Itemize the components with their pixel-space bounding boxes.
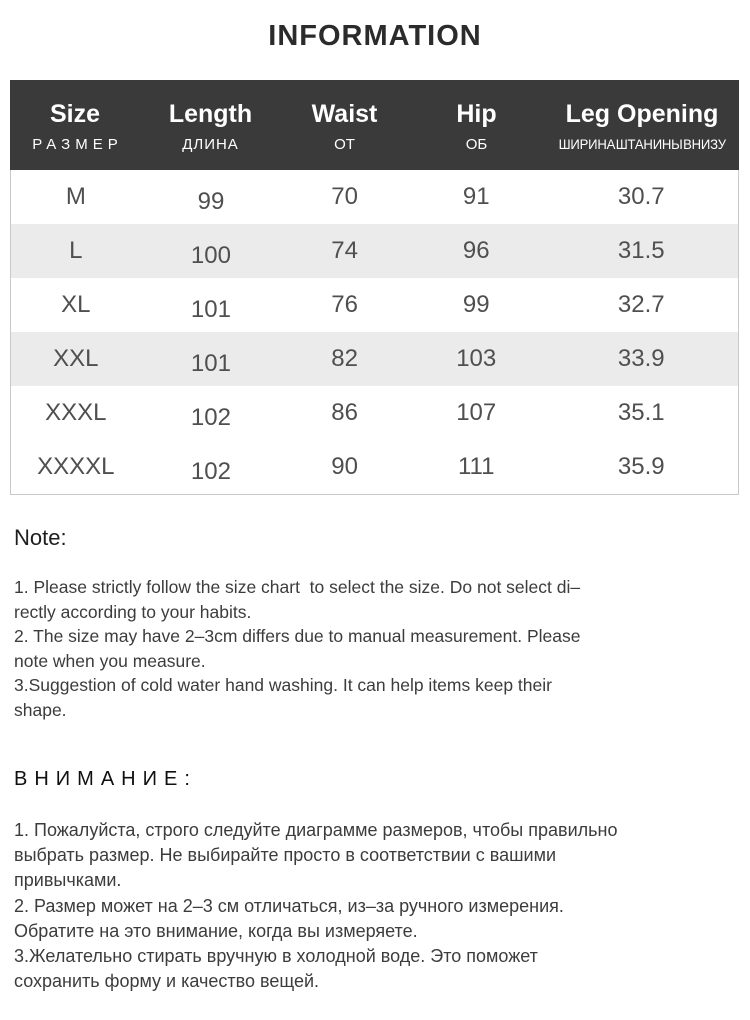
cell-size: L [69, 237, 83, 264]
header-label-en: Length [168, 99, 253, 128]
cell-leg-opening: 30.7 [617, 183, 665, 210]
note-line: 2. The size may have 2–3cm differs due to manual measurement. Please [14, 626, 581, 646]
header-label-ru: ШИРИНА ШТАНИНЫ ВНИЗУ [558, 136, 726, 152]
cell-length: 99 [197, 188, 225, 215]
header-label-en: Leg Opening [565, 99, 719, 128]
cell-hip: 111 [457, 453, 495, 480]
cell-waist: 86 [331, 399, 358, 426]
cell-waist: 76 [331, 291, 358, 318]
column-header-waist [281, 80, 408, 170]
attention-line: выбрать размер. Не выбирайте просто в соответствии с вашими [14, 845, 557, 866]
cell-hip: 99 [462, 291, 490, 318]
header-label-ru: ОТ [334, 135, 355, 153]
cell-size: M [65, 183, 86, 210]
cell-length: 101 [190, 350, 231, 377]
attention-line: привычками. [14, 870, 122, 891]
column-header-size [10, 80, 140, 170]
header-label-en: Hip [456, 99, 497, 128]
page-title: INFORMATION [268, 20, 482, 52]
note-line: 1. Please strictly follow the size chart to select the size. Do not select di– [14, 577, 581, 597]
note-lines [14, 575, 732, 722]
note-line: rectly according to your habits. [14, 601, 252, 622]
attention-line: 1. Пожалуйста, строго следуйте диаграмме размеров, чтобы правильно [14, 820, 618, 840]
attention-line: Обратите на это внимание, когда вы измеряете. [14, 920, 418, 941]
attention-line: 2. Размер может на 2–3 см отличаться, из–за ручного измерения. [14, 895, 564, 916]
cell-leg-opening: 31.5 [617, 237, 665, 264]
attention-line: сохранить форму и качество вещей. [14, 971, 320, 992]
cell-size: XXL [53, 345, 99, 372]
size-chart-header [10, 80, 739, 170]
cell-leg-opening: 32.7 [617, 291, 665, 318]
cell-waist: 74 [331, 237, 358, 264]
cell-length: 101 [190, 296, 231, 323]
cell-size: XL [61, 291, 91, 318]
attention-line: 3.Желательно стирать вручную в холодной воде. Это поможет [14, 946, 538, 967]
table-row [11, 278, 738, 332]
cell-waist: 90 [331, 453, 358, 480]
cell-hip: 103 [456, 345, 497, 372]
cell-hip: 96 [462, 237, 490, 264]
header-label-en: Waist [311, 99, 378, 128]
header-label-ru: ОБ [465, 135, 488, 153]
cell-length: 102 [190, 458, 231, 485]
header-label-en: Size [49, 99, 101, 128]
note-section [14, 525, 732, 722]
note-line: 3.Suggestion of cold water hand washing. It can help items keep their [14, 675, 552, 695]
attention-heading: ВНИМАНИЕ: [14, 768, 197, 790]
header-label-ru: ДЛИНА [182, 135, 239, 153]
cell-leg-opening: 35.9 [617, 453, 665, 480]
cell-hip: 107 [456, 399, 497, 426]
note-heading: Note: [14, 525, 67, 550]
header-label-ru: РАЗМЕР [32, 135, 123, 153]
cell-waist: 82 [331, 345, 358, 372]
cell-waist: 70 [331, 183, 358, 210]
note-line: note when you measure. [14, 650, 206, 671]
note-line: shape. [14, 699, 67, 720]
table-row [11, 440, 738, 494]
table-row [11, 386, 738, 440]
cell-length: 102 [190, 404, 231, 431]
table-row [11, 332, 738, 386]
cell-leg-opening: 33.9 [617, 345, 665, 372]
cell-hip: 91 [462, 183, 490, 210]
size-chart-body [10, 170, 739, 495]
cell-leg-opening: 35.1 [617, 399, 665, 426]
column-header-length [140, 80, 281, 170]
cell-size: XXXL [45, 399, 107, 426]
column-header-leg-opening [545, 80, 739, 170]
column-header-hip [408, 80, 545, 170]
attention-section [14, 768, 732, 994]
cell-length: 100 [190, 242, 231, 269]
attention-lines [14, 818, 732, 994]
table-row [11, 170, 738, 224]
cell-size: XXXXL [37, 453, 115, 480]
table-row [11, 224, 738, 278]
size-chart [10, 80, 739, 495]
